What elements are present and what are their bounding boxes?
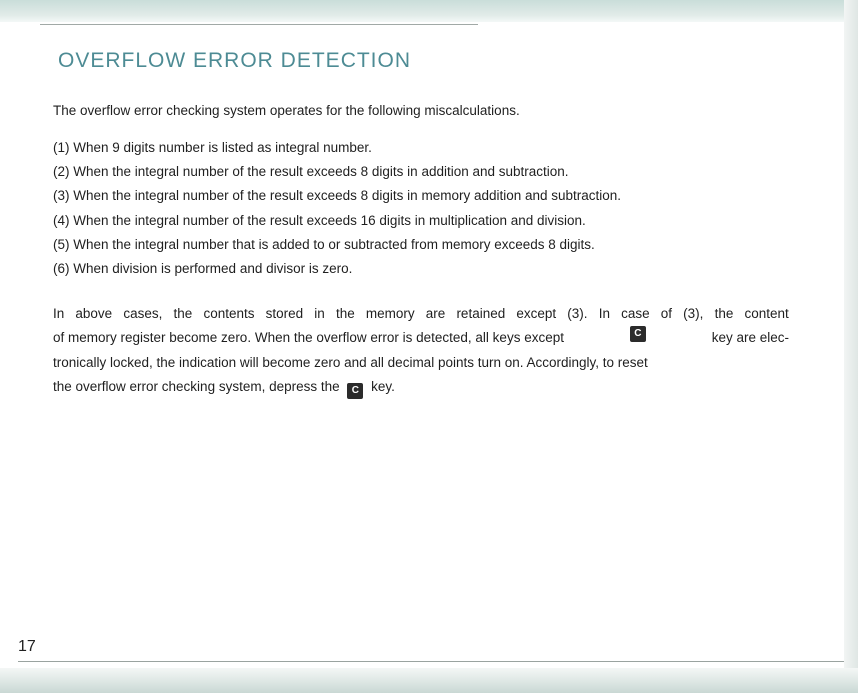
case-item-1: (1) When 9 digits number is listed as integral number. [53, 140, 372, 155]
c-key-icon: C [347, 383, 363, 399]
case-item-2: (2) When the integral number of the result exceeds 8 digits in addition and subtraction. [53, 164, 569, 180]
page-number: 17 [18, 638, 36, 655]
paragraph-line-2-tail: key are elec- [711, 330, 789, 346]
paragraph-line-1-word: stored [265, 306, 304, 321]
paragraph-line-1-word: above [75, 306, 113, 321]
paragraph-line-1-word: memory [365, 306, 415, 321]
intro-text: The overflow error checking system operates for the following miscalculations. [53, 103, 520, 118]
page-right-edge [844, 0, 858, 693]
paragraph-line-2-text: of memory register become zero. When the overflow error is detected, all keys except [53, 330, 564, 346]
paragraph-line-1-word: contents [203, 306, 255, 321]
paragraph-line-1-word: (3). [567, 306, 588, 321]
paragraph-line-1-word: content [744, 306, 789, 321]
paragraph-line-1-word: in [314, 306, 325, 321]
c-key-icon: C [630, 326, 646, 342]
explanation-paragraph [53, 302, 789, 399]
page-top-edge [0, 0, 858, 22]
paragraph-line-1-word: the [173, 306, 193, 321]
paragraph-line-1-word: cases, [123, 306, 163, 321]
case-item-5: (5) When the integral number that is added to or subtracted from memory exceeds 8 digits. [53, 236, 595, 252]
paragraph-line-3 [53, 351, 789, 375]
case-item-6: (6) When division is performed and divisor is zero. [53, 261, 353, 277]
paragraph-line-1-word: the [714, 306, 734, 321]
case-item-4: (4) When the integral number of the result exceeds 16 digits in multiplication and division. [53, 212, 586, 228]
paragraph-line-1-word: of [660, 306, 673, 321]
paragraph-line-4-text: the overflow error checking system, depress the [53, 378, 340, 394]
top-rule [40, 24, 478, 25]
case-list [53, 136, 621, 281]
paragraph-line-2 [53, 326, 789, 350]
page-bottom-edge [0, 668, 858, 693]
bottom-rule [18, 661, 844, 662]
paragraph-line-4 [53, 375, 789, 399]
paragraph-line-1-word: (3), [683, 306, 704, 321]
paragraph-line-1-word: case [621, 306, 650, 321]
paragraph-line-1 [53, 302, 789, 326]
paragraph-line-1-word: In [53, 306, 65, 321]
paragraph-line-3-text: tronically locked, the indication will become zero and all decimal points turn on. Accordingly, to reset [53, 354, 648, 370]
section-heading: OVERFLOW ERROR DETECTION [58, 49, 412, 72]
paragraph-line-4-tail: key. [371, 378, 395, 394]
case-item-3: (3) When the integral number of the result exceeds 8 digits in memory addition and subtraction. [53, 188, 622, 204]
paragraph-line-1-word: the [335, 306, 355, 321]
paragraph-line-1-word: are [425, 306, 446, 321]
paragraph-line-1-word: In [598, 306, 610, 321]
paragraph-line-1-word: except [516, 306, 557, 321]
paragraph-line-1-word: retained [456, 306, 506, 321]
